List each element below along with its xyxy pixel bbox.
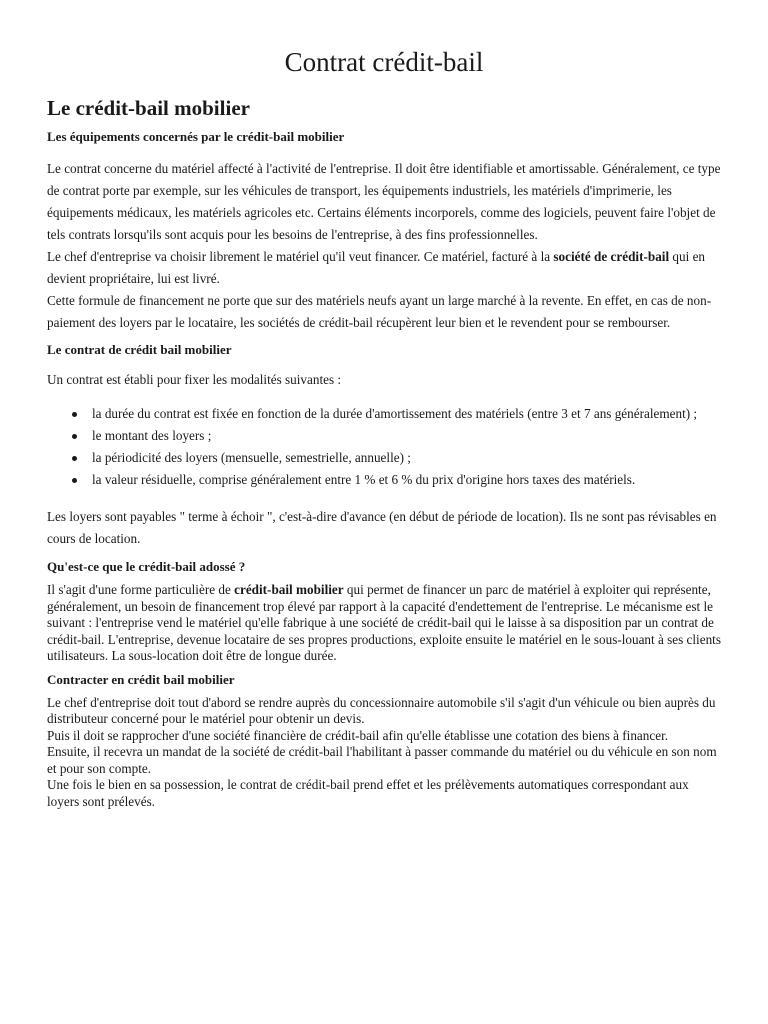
text-span: qui en devient propriétaire, lui est livré. — [47, 249, 706, 286]
bold-term: crédit-bail mobilier — [234, 582, 344, 597]
heading-contracter: Contracter en crédit bail mobilier — [47, 671, 235, 687]
paragraph-contracter — [47, 695, 721, 811]
bold-term: société de crédit-bail — [553, 249, 670, 264]
text-span: Le chef d'entreprise va choisir librement le matériel qu'il veut financer. Ce matériel, facturé à la — [47, 249, 554, 264]
list-item: la valeur résiduelle, comprise généralement entre 1 % et 6 % du prix d'origine hors taxes des matériels. — [92, 469, 721, 491]
text-line: Puis il doit se rapprocher d'une société financière de crédit-bail afin qu'elle établisse une cotation des biens à financer. — [47, 727, 669, 743]
list-item: le montant des loyers ; — [92, 425, 721, 447]
paragraph-equipements: Le contrat concerne du matériel affecté à l'activité de l'entreprise. Il doit être identifiable et amortissable. Généralement, ce type de contrat porte par exemple, sur les véhicules de transport, les équipements industriels, les matériels d'imprimerie, les équipements médicaux, les matériels agricoles etc. Certains éléments incorporels, comme des logiciels, peuvent faire l'objet de tels contrats lorsqu'ils sont acquis pour les besoins de l'entreprise, à des fins professionnelles. — [47, 161, 721, 242]
list-item: la périodicité des loyers (mensuelle, semestrielle, annuelle) ; — [92, 447, 721, 469]
paragraph-modalites-intro: Un contrat est établi pour fixer les modalités suivantes : — [47, 372, 342, 387]
page-title: Contrat crédit-bail — [284, 47, 484, 77]
text-line: Une fois le bien en sa possession, le contrat de crédit-bail prend effet et les prélèvements automatiques correspondant aux loyers sont prélevés. — [47, 777, 689, 809]
text-span: qui permet de financer un parc de matériel à exploiter qui représente, généralement, un besoin de financement trop élevé par rapport à la capacité d'endettement de l'entreprise. Le mécanisme est le suivant : l'entreprise vend le matériel qu'elle fabrique à une société de crédit-bail qui le laisse à sa disposition par un contrat de crédit-bail. L'entreprise, devenue locataire de ses propres productions, exploite ensuite le matériel en le sous-louant à ses clients utilisateurs. La sous-location doit être de longue durée. — [47, 582, 721, 663]
text-line: Le chef d'entreprise doit tout d'abord se rendre auprès du concessionnaire automobile s'il s'agit d'un véhicule ou bien auprès du distributeur concerné pour le matériel pour obtenir un devis. — [47, 694, 716, 726]
heading-equipements: Les équipements concernés par le crédit-bail mobilier — [47, 129, 345, 144]
heading-credit-bail-adosse: Qu'est-ce que le crédit-bail adossé ? — [47, 559, 246, 574]
paragraph-credit-bail-adosse — [47, 582, 721, 665]
paragraph-choix-materiel — [47, 246, 721, 290]
paragraph-loyers: Les loyers sont payables " terme à échoir ", c'est-à-dire d'avance (en début de période de location). Ils ne sont pas révisables en cours de location. — [47, 509, 717, 546]
text-line: Ensuite, il recevra un mandat de la société de crédit-bail l'habilitant à passer commande du matériel ou du véhicule en son nom et pour son compte. — [47, 744, 717, 776]
modalites-list — [47, 403, 721, 491]
heading-contrat: Le contrat de crédit bail mobilier — [47, 342, 232, 357]
paragraph-materiels-neufs: Cette formule de financement ne porte que sur des matériels neufs ayant un large marché à la revente. En effet, en cas de non-paiement des loyers par le locataire, les sociétés de crédit-bail récupèrent leur bien et le revendent pour se rembourser. — [47, 293, 712, 330]
section-title: Le crédit-bail mobilier — [47, 96, 250, 120]
list-item: la durée du contrat est fixée en fonction de la durée d'amortissement des matériels (entre 3 et 7 ans généralement) ; — [92, 403, 721, 425]
text-span: Il s'agit d'une forme particulière de — [47, 582, 235, 597]
